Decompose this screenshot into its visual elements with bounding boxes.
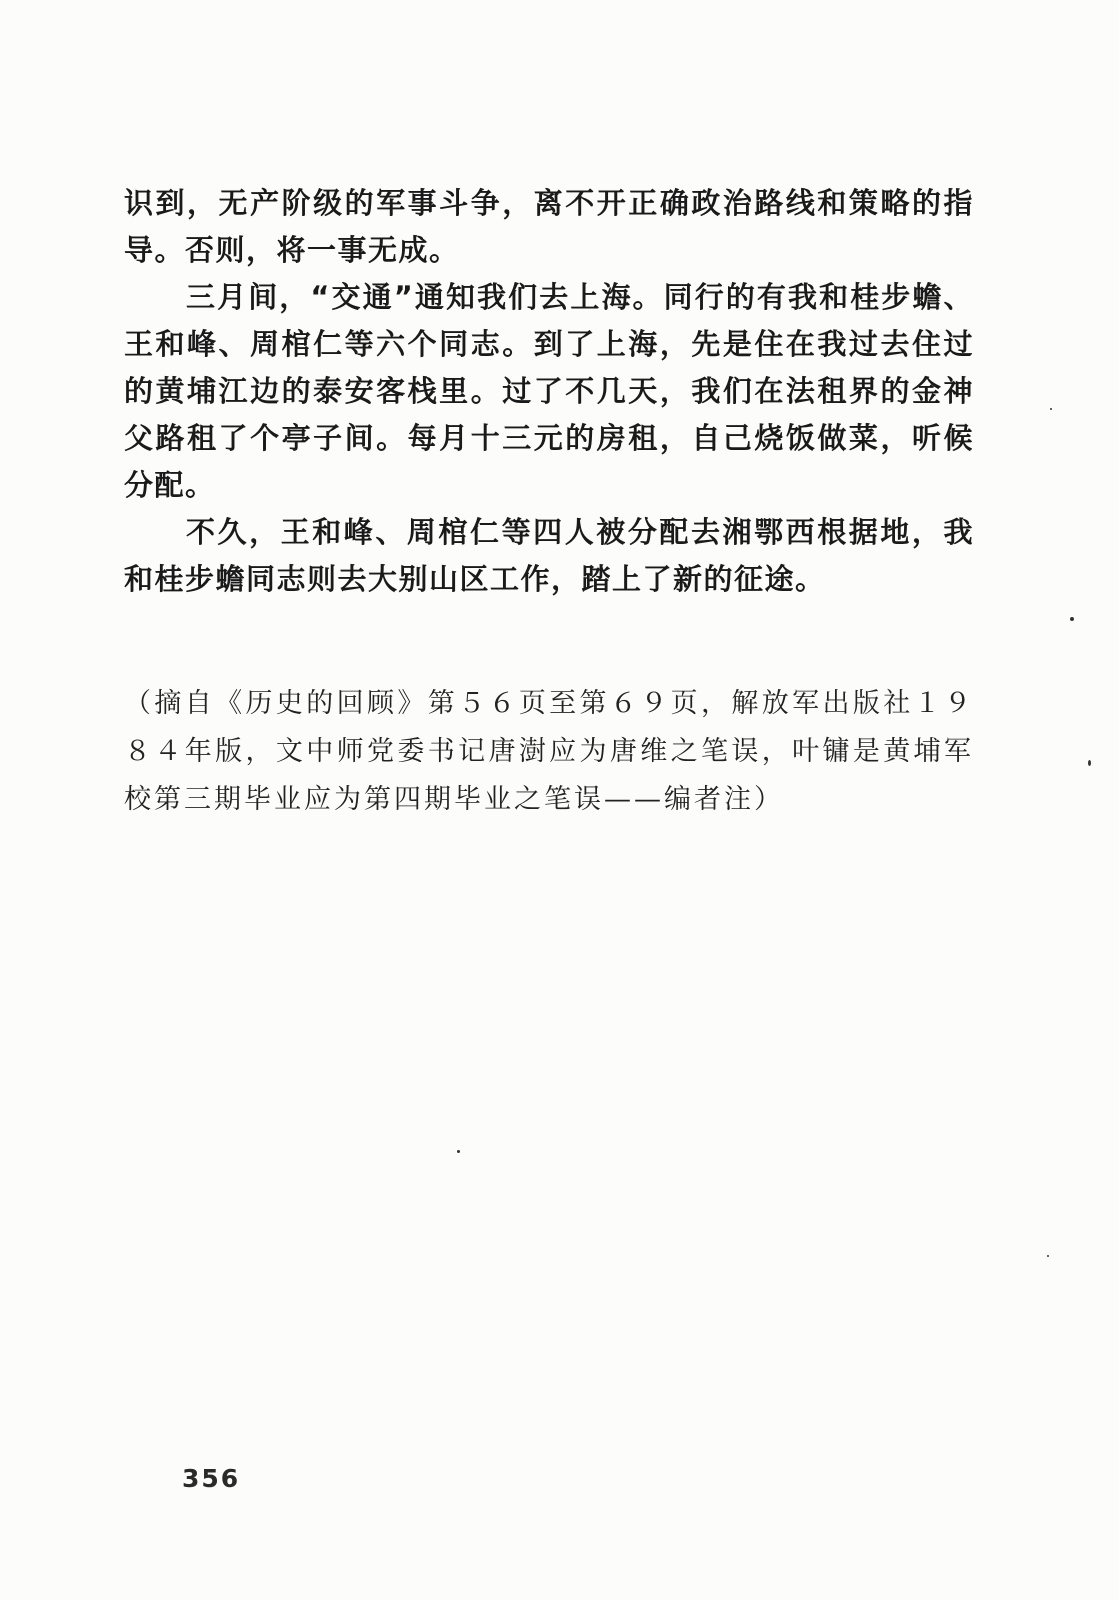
scan-speck [457, 1150, 460, 1153]
paragraph-dabieshan: 不久，王和峰、周棺仁等四人被分配去湘鄂西根据地，我和桂步蟾同志则去大别山区工作，踏上了新的征途。 [124, 515, 974, 596]
body-text [124, 180, 974, 603]
scan-speck [1047, 1255, 1049, 1257]
source-note: （摘自《历史的回顾》第５６页至第６９页，解放军出版社１９８４年版，文中师党委书记唐澍应为唐维之笔误，叶镛是黄埔军校第三期毕业应为第四期毕业之笔误——编者注） [124, 688, 974, 815]
scan-speck [1088, 760, 1091, 766]
scan-speck [1050, 408, 1052, 410]
scan-speck [1070, 617, 1074, 621]
page-number: 356 [182, 1464, 241, 1493]
paragraph-shanghai: 三月间，“交通”通知我们去上海。同行的有我和桂步蟾、王和峰、周棺仁等六个同志。到了上海，先是住在我过去住过的黄埔江边的泰安客栈里。过了不几天，我们在法租界的金神父路租了个亭子间。每月十三元的房租，自己烧饭做菜，听候分配。 [124, 280, 974, 502]
paragraph-continuation: 识到，无产阶级的军事斗争，离不开正确政治路线和策略的指导。否则，将一事无成。 [124, 186, 974, 267]
